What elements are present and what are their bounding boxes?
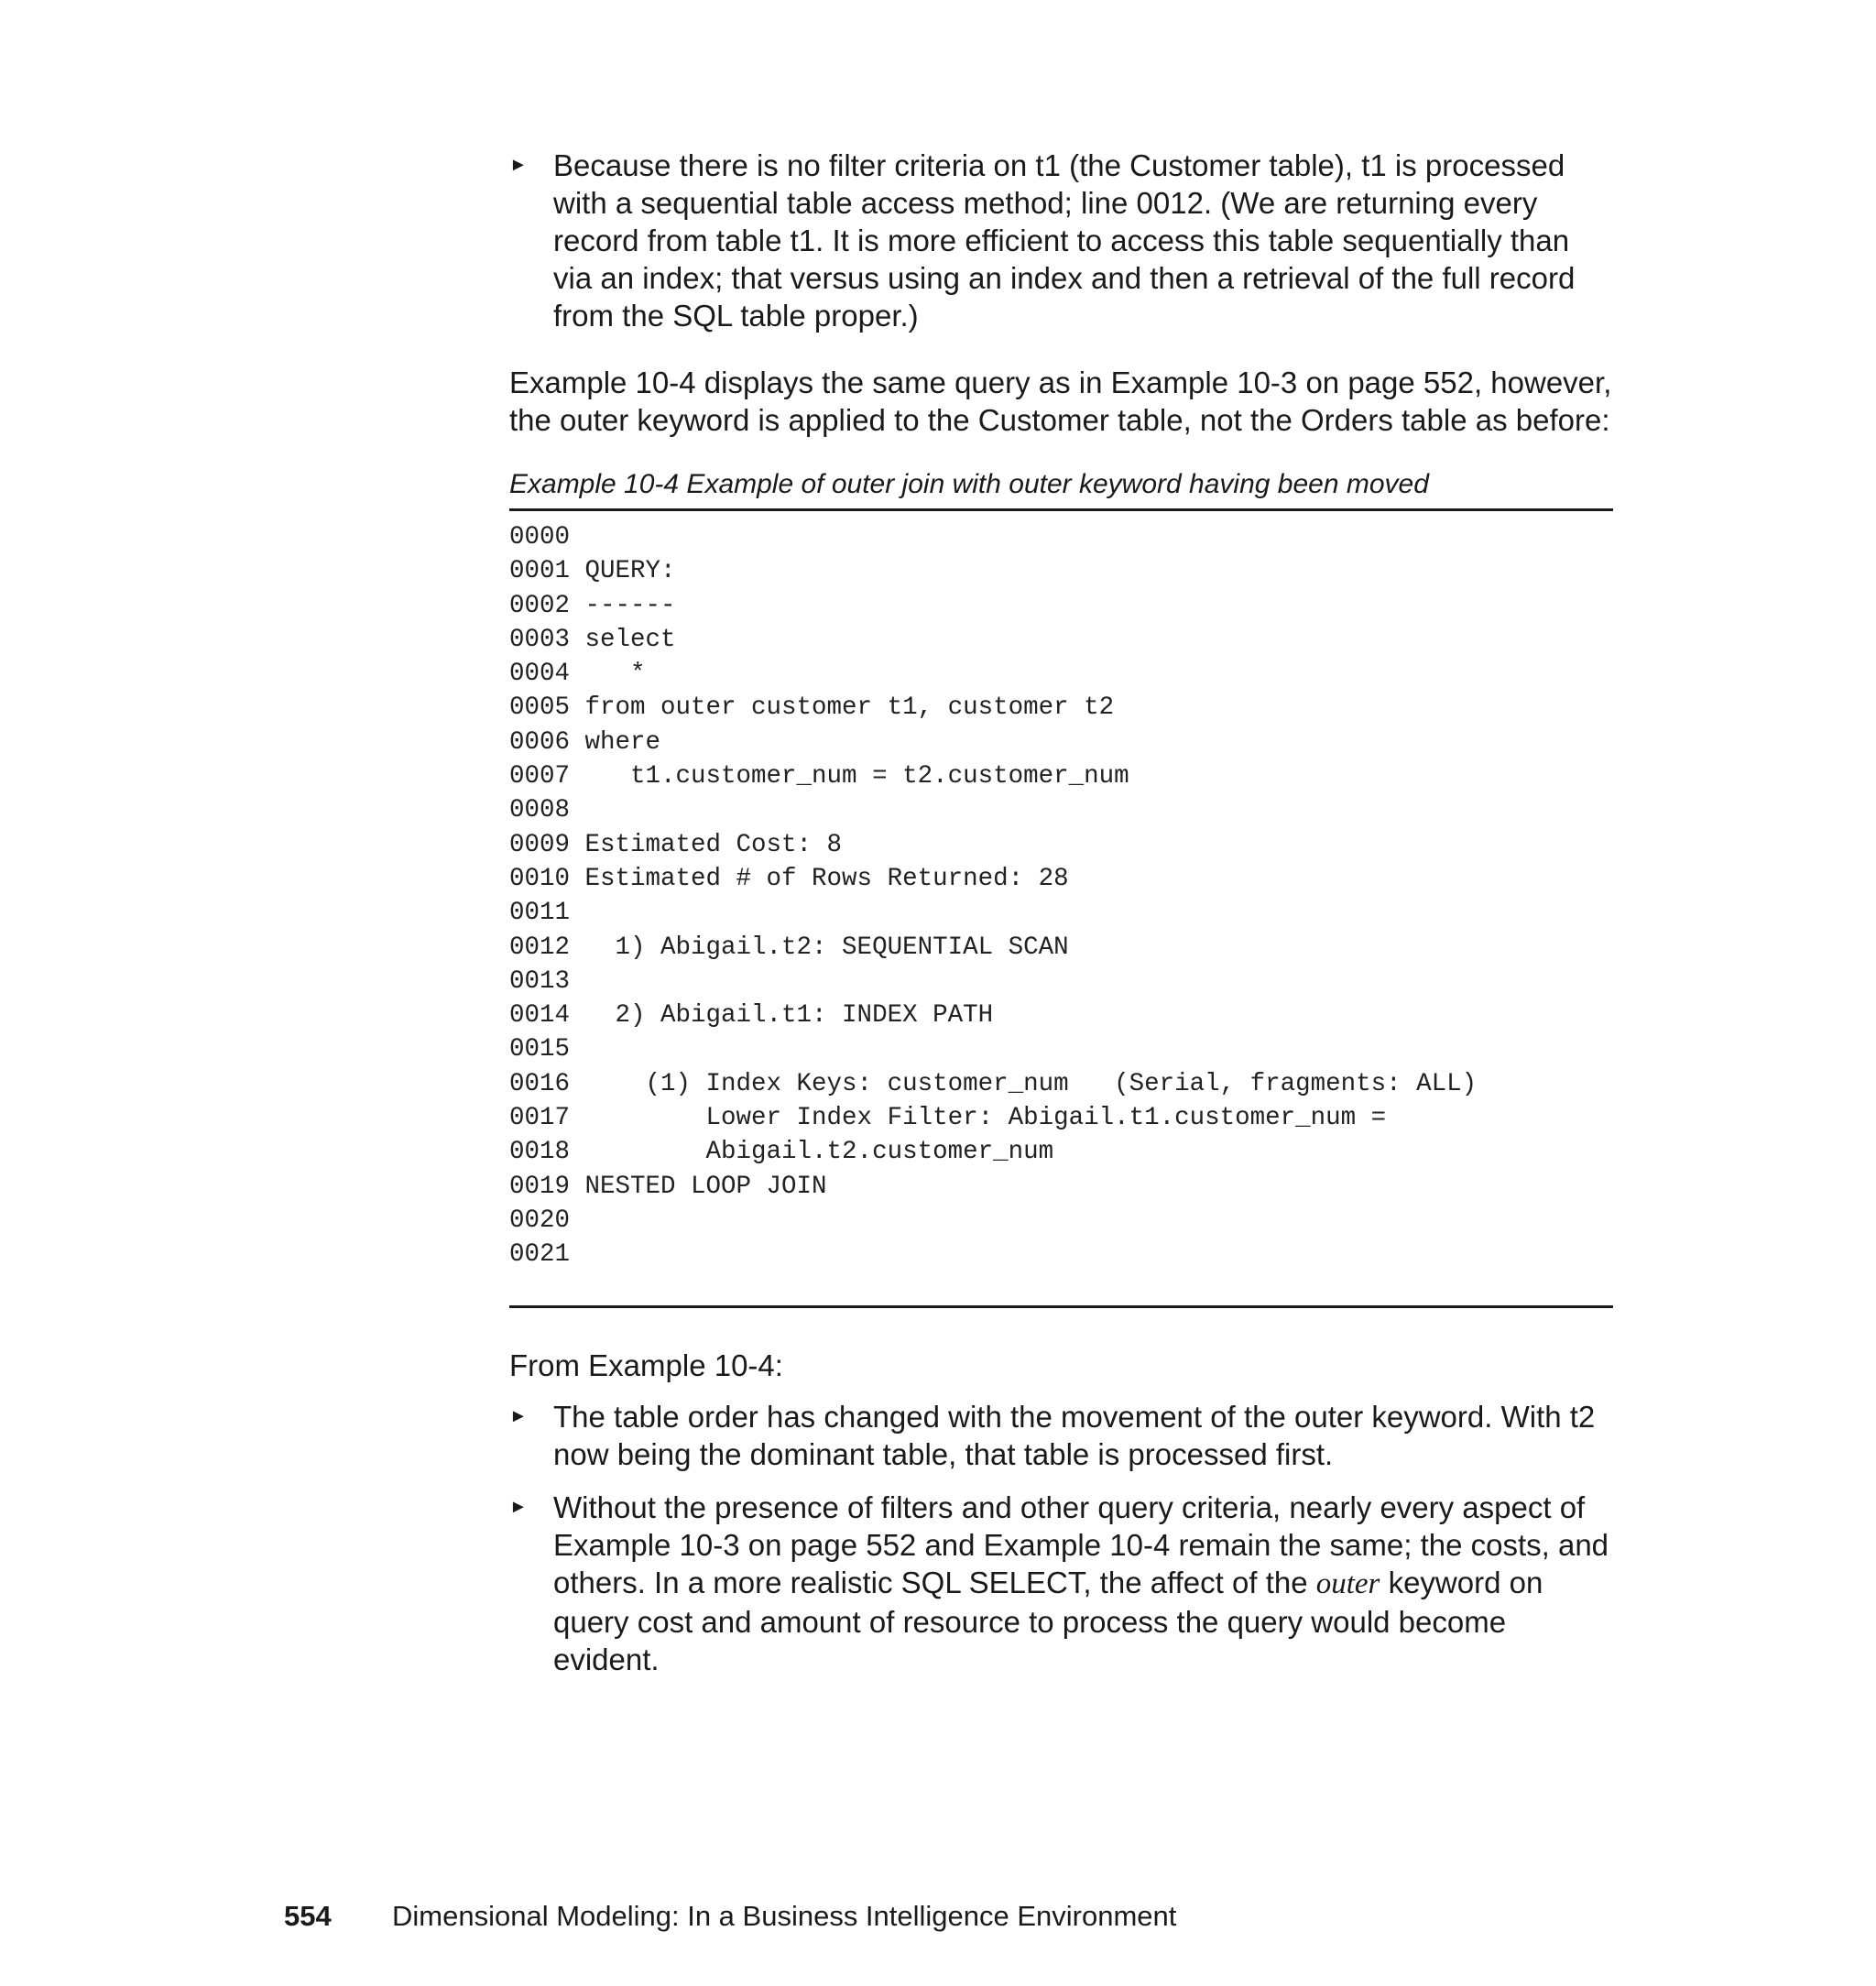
bullet-text-before: Without the presence of filters and other query criteria, nearly every aspect of Example 10-3 on page 552 and Example 10-4 remain the same; the costs, and others. In a more realistic SQL SELECT, the affect of the bbox=[553, 1490, 1609, 1599]
page-content bbox=[509, 147, 1613, 1678]
code-line: 0006 where bbox=[509, 727, 661, 757]
bullet-text-after: keyword on query cost and amount of resource to process the query would become evident. bbox=[553, 1565, 1543, 1676]
code-line: 0008 bbox=[509, 796, 571, 825]
code-line: 0021 bbox=[509, 1240, 571, 1270]
code-line: 0016 (1) Index Keys: customer_num (Serial, fragments: ALL) bbox=[509, 1069, 1478, 1098]
code-line: 0015 bbox=[509, 1035, 571, 1064]
code-line: 0009 Estimated Cost: 8 bbox=[509, 830, 843, 859]
code-line: 0011 bbox=[509, 899, 571, 928]
bullet-item-table-order bbox=[509, 1398, 1613, 1473]
code-line: 0010 Estimated # of Rows Returned: 28 bbox=[509, 864, 1069, 893]
code-line: 0019 NESTED LOOP JOIN bbox=[509, 1172, 827, 1201]
book-title: Dimensional Modeling: In a Business Intelligence Environment bbox=[392, 1900, 1177, 1932]
code-line: 0014 2) Abigail.t1: INDEX PATH bbox=[509, 1001, 994, 1031]
code-line: 0002 ------ bbox=[509, 591, 676, 620]
intro-paragraph: Example 10-4 displays the same query as in Example 10-3 on page 552, however, the outer keyword is applied to the Customer table, not the Orders table as before: bbox=[509, 366, 1612, 437]
page-footer bbox=[284, 1898, 1176, 1935]
code-line: 0012 1) Abigail.t2: SEQUENTIAL SCAN bbox=[509, 933, 1069, 962]
bullet-marker: ► bbox=[509, 155, 528, 175]
code-line: 0013 bbox=[509, 966, 571, 996]
bullet-item-outer-keyword bbox=[509, 1489, 1613, 1678]
code-line: 0018 Abigail.t2.customer_num bbox=[509, 1138, 1054, 1167]
bullet-text: Because there is no filter criteria on t1 (the Customer table), t1 is processed with a sequential table access method; line 0012. (We are returning every record from table t1. It is more efficient to access this table sequentially than via an index; that versus using an index and then a retrieval of the full record from the SQL table proper.) bbox=[553, 148, 1576, 333]
example-caption: Example 10-4 Example of outer join with outer keyword having been moved bbox=[509, 466, 1613, 511]
code-line: 0020 bbox=[509, 1206, 571, 1235]
bullet-item-sequential-access bbox=[509, 147, 1613, 334]
outer-keyword-emphasis: outer bbox=[1315, 1566, 1380, 1600]
code-listing bbox=[509, 511, 1613, 1308]
bullet-text: The table order has changed with the movement of the outer keyword. With t2 now being the dominant table, that table is processed first. bbox=[553, 1399, 1596, 1471]
code-line: 0017 Lower Index Filter: Abigail.t1.customer_num = bbox=[509, 1104, 1387, 1133]
page-number: 554 bbox=[284, 1900, 332, 1932]
code-line: 0005 from outer customer t1, customer t2 bbox=[509, 693, 1115, 723]
bullet-marker: ► bbox=[509, 1496, 528, 1517]
code-line: 0007 t1.customer_num = t2.customer_num bbox=[509, 762, 1129, 791]
code-line: 0004 * bbox=[509, 660, 646, 689]
from-example-label: From Example 10-4: bbox=[509, 1348, 783, 1382]
code-line: 0000 bbox=[509, 523, 571, 551]
bullet-marker: ► bbox=[509, 1405, 528, 1426]
code-line: 0001 QUERY: bbox=[509, 557, 676, 586]
code-line: 0003 select bbox=[509, 625, 676, 654]
